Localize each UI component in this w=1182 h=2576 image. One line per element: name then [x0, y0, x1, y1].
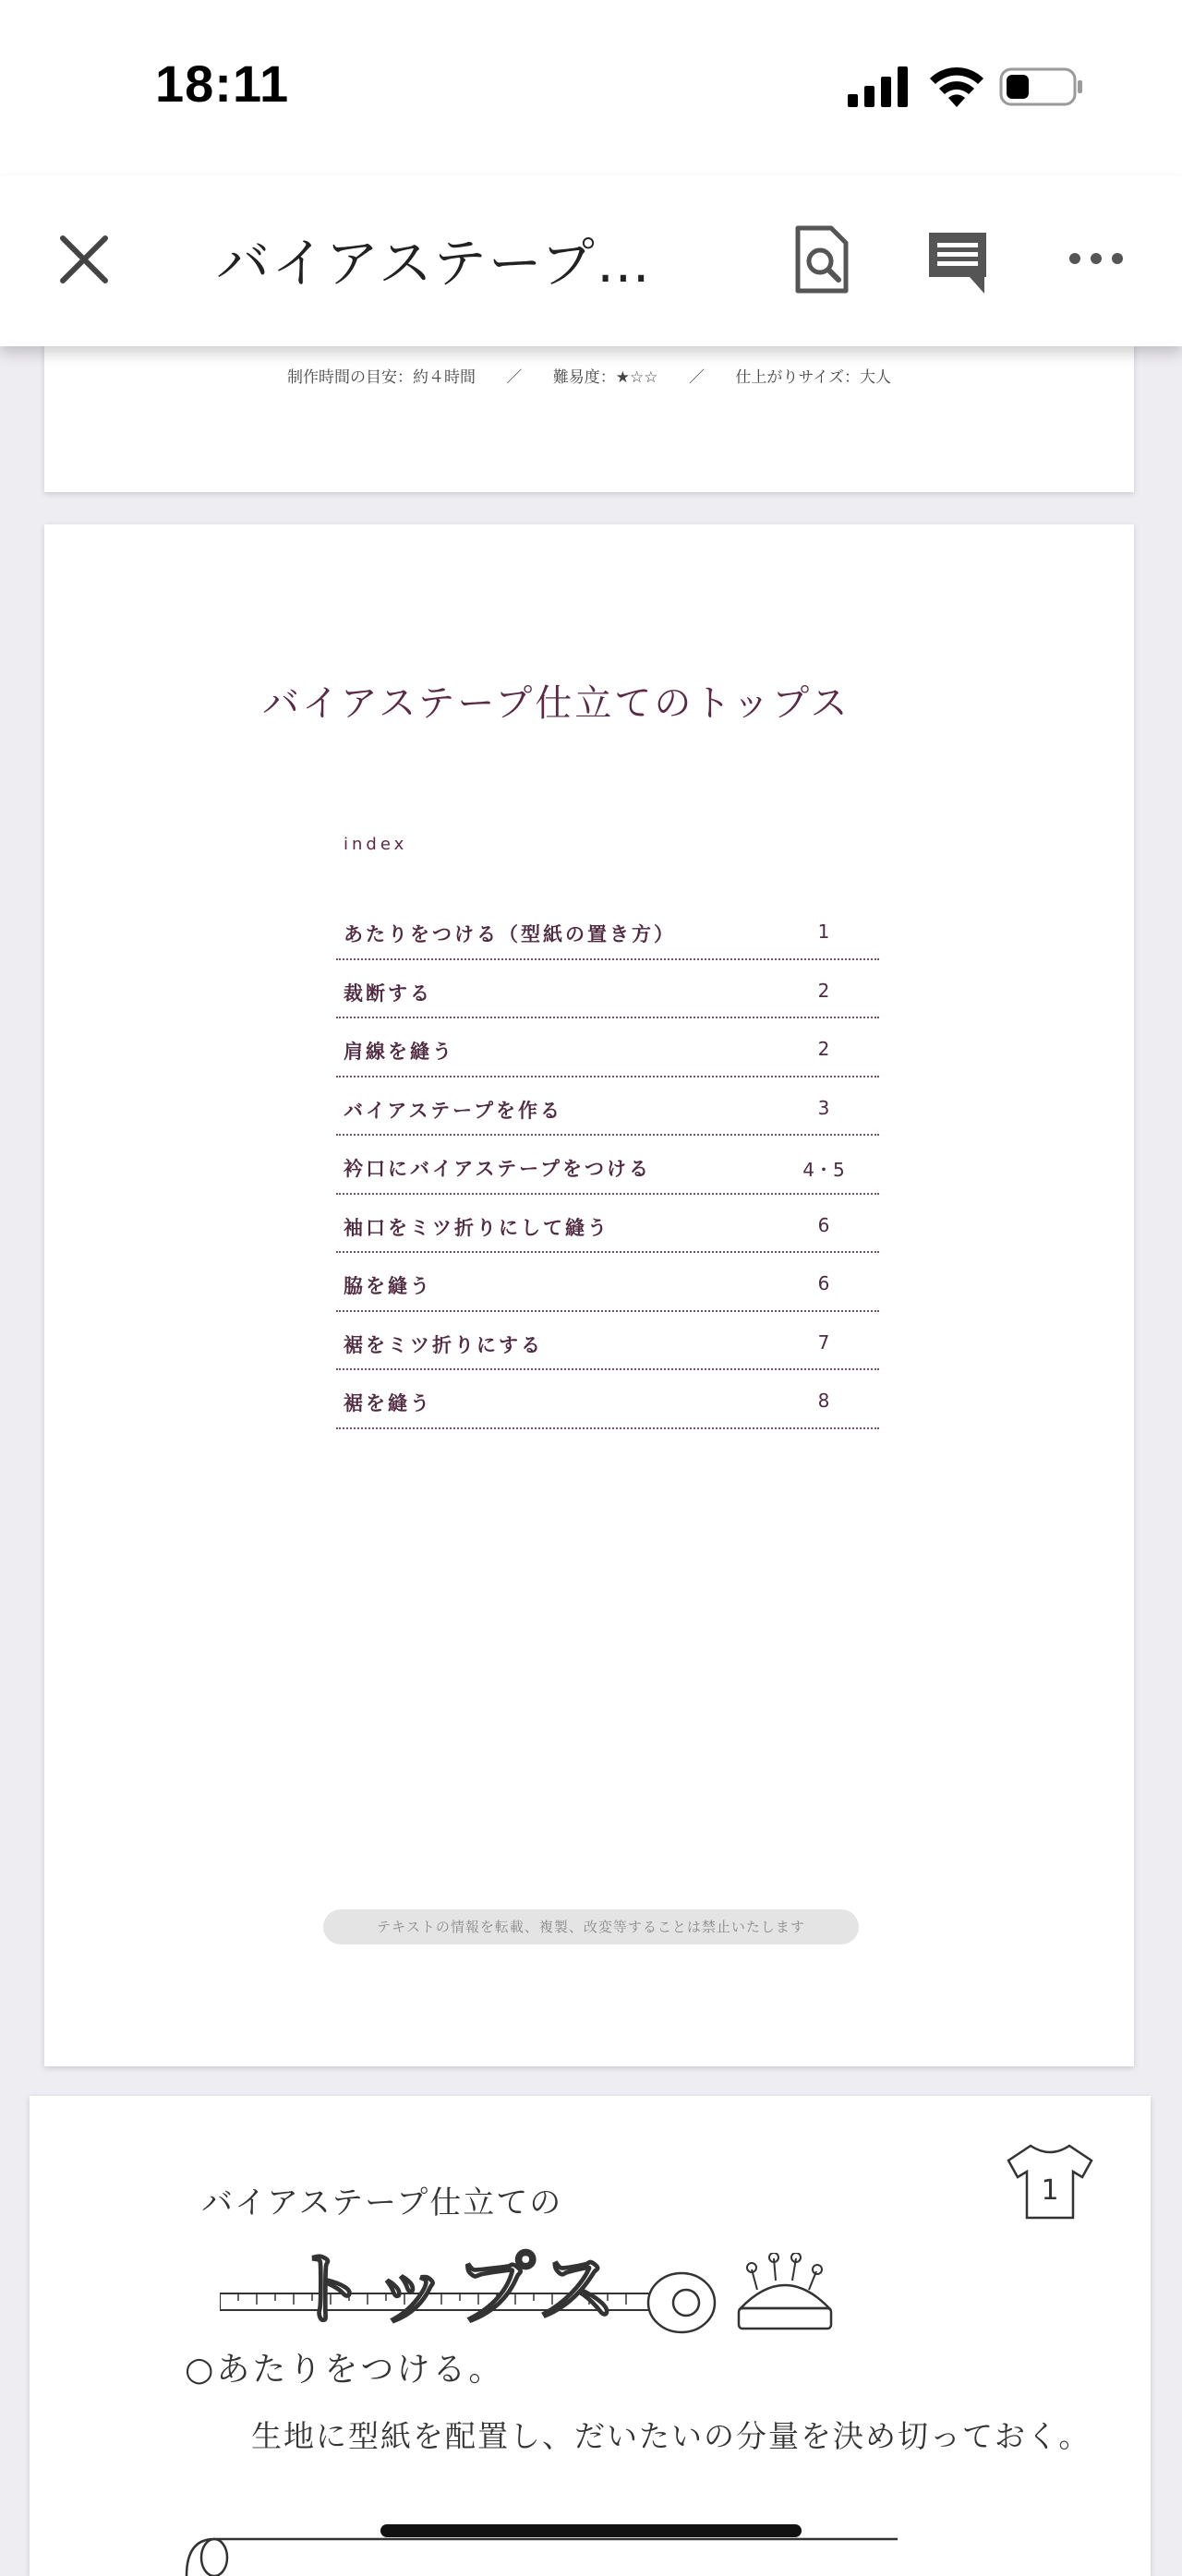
toc-page-number: 6 [817, 1272, 830, 1294]
toc-page-number: 7 [817, 1330, 830, 1354]
index-label: index [344, 835, 408, 854]
toc-page-number: 2 [817, 1038, 830, 1060]
toc-label: 袖口をミツ折りにして縫う [344, 1216, 609, 1239]
toc-row [336, 1077, 879, 1137]
page-title: バイアステープ仕立てのトップス [262, 682, 850, 725]
status-time: 18:11 [155, 54, 290, 113]
more-options-icon[interactable] [1067, 249, 1125, 268]
toc-row [336, 1312, 879, 1371]
toc-row [336, 1195, 879, 1254]
document-title: バイアステープ… [216, 232, 652, 295]
toc-row [336, 1136, 879, 1195]
page-badge-number: 1 [1041, 2174, 1059, 2207]
project-meta [44, 364, 1134, 387]
toc-page-number: 1 [817, 921, 830, 943]
toc-label: 裾をミツ折りにする [344, 1333, 543, 1356]
handwritten-title: トップス [288, 2244, 622, 2336]
step-heading: ○あたりをつける。 [185, 2351, 505, 2389]
toc-label: 脇を縫う [344, 1275, 432, 1297]
separator: ／ [506, 368, 523, 387]
toc-row [336, 1370, 879, 1429]
toc-label: あたりをつける（型紙の置き方） [344, 923, 676, 945]
toc-label: 衿口にバイアステープをつける [344, 1158, 652, 1180]
handwritten-subtitle: バイアステープ仕立ての [201, 2185, 563, 2221]
toc-page-number: 8 [817, 1390, 830, 1412]
toc-row [336, 960, 879, 1019]
find-in-document-icon[interactable] [792, 224, 850, 295]
signal-icon [848, 66, 909, 107]
table-of-contents [336, 901, 879, 1429]
separator: ／ [688, 368, 705, 387]
toc-page-number: 6 [817, 1213, 830, 1236]
comment-icon[interactable] [925, 229, 990, 295]
battery-icon [999, 66, 1084, 107]
step-instruction: 生地に型紙を配置し、だいたいの分量を決め切っておく。 [251, 2418, 1092, 2454]
toc-row [336, 1253, 879, 1312]
toc-label: 肩線を縫う [344, 1041, 454, 1063]
page-badge-shirt-icon [1003, 2140, 1095, 2223]
toc-row [336, 1018, 879, 1077]
finished-size: 仕上がりサイズ：大人 [735, 368, 891, 387]
difficulty: 難易度：★☆☆ [552, 368, 658, 387]
document-page-handwritten [30, 2096, 1151, 2576]
toc-label: バイアステープを作る [344, 1099, 563, 1122]
toc-label: 裾を縫う [344, 1392, 432, 1414]
home-indicator[interactable] [380, 2524, 802, 2537]
copyright-notice: テキストの情報を転載、複製、改変等することは禁止いたします [323, 1909, 859, 1944]
toc-page-number: 4・5 [802, 1159, 845, 1181]
time-estimate: 制作時間の目安：約４時間 [287, 368, 476, 387]
wifi-icon [928, 65, 985, 109]
toc-page-number: 2 [817, 979, 830, 1002]
toc-row [336, 901, 879, 960]
document-page-index [44, 524, 1134, 2066]
toc-page-number: 3 [817, 1096, 830, 1119]
status-bar [0, 0, 1182, 175]
toc-label: 裁断する [344, 981, 432, 1005]
pincushion-icon [730, 2253, 840, 2336]
close-icon[interactable] [55, 231, 113, 288]
